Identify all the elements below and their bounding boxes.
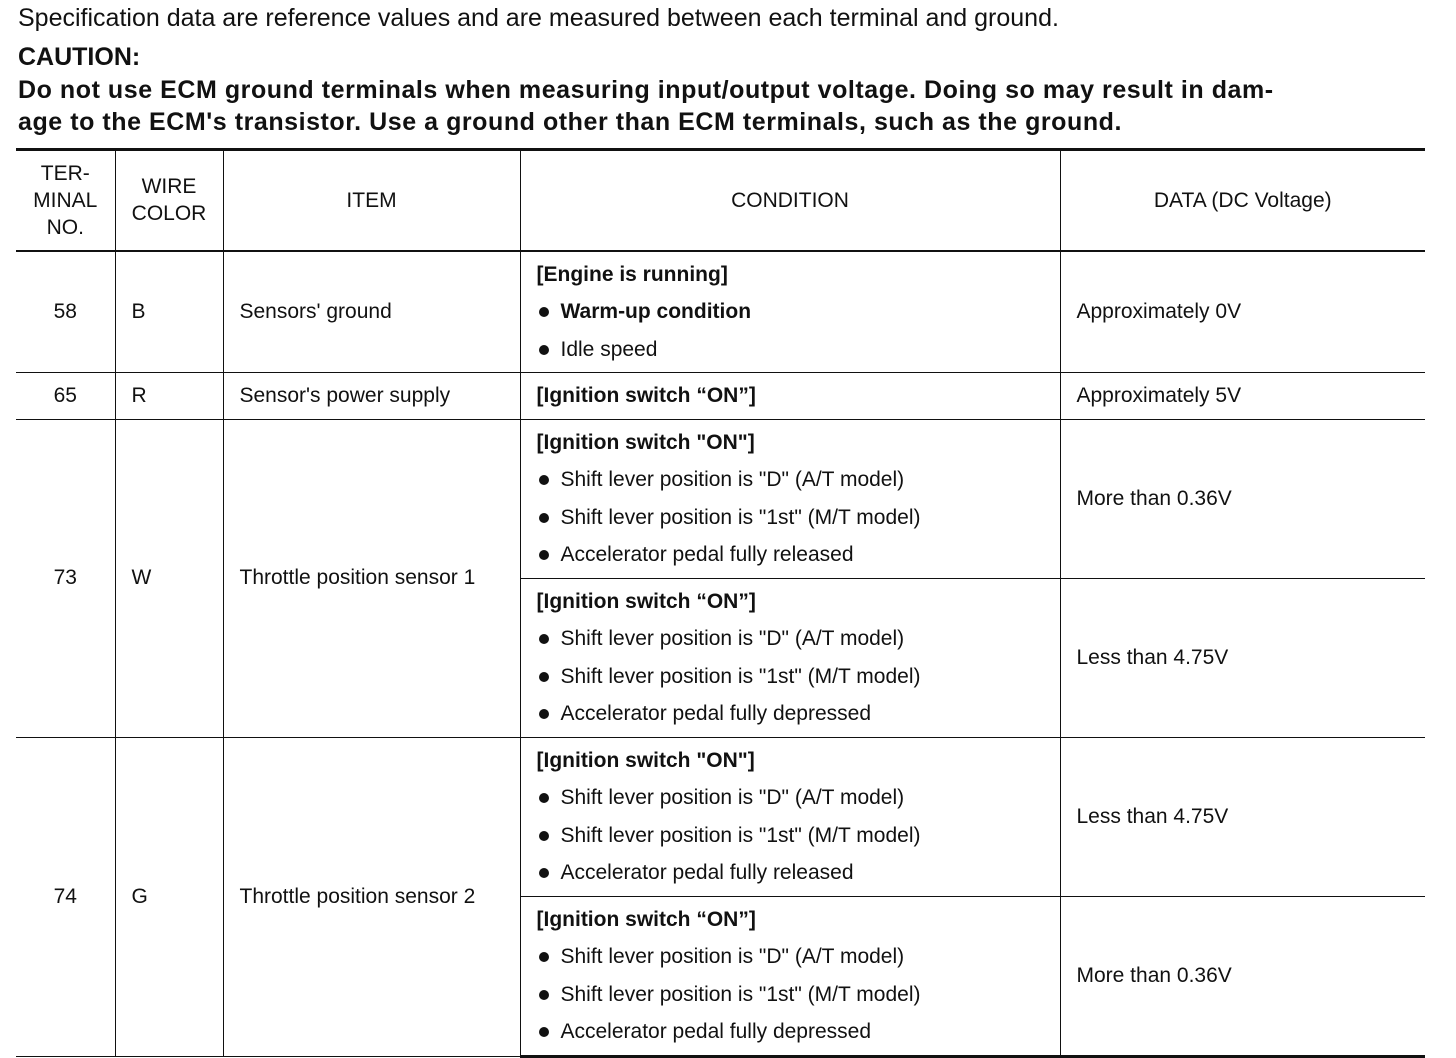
- header-item: ITEM: [223, 150, 520, 251]
- data-voltage-cell: Approximately 5V: [1060, 373, 1425, 420]
- item-cell: Throttle position sensor 1: [223, 419, 520, 737]
- condition-header: [Ignition switch “ON”]: [536, 907, 756, 931]
- spec-table: [16, 148, 1425, 1058]
- header-terminal-no: TER- MINAL NO.: [16, 150, 115, 251]
- condition-bullet-item: Shift lever position is "1st" (M/T model): [537, 499, 1050, 537]
- terminal-number-cell: 73: [16, 419, 115, 737]
- intro-text: Specification data are reference values and are measured between each terminal and ground.: [18, 4, 1059, 32]
- header-data: DATA (DC Voltage): [1060, 150, 1425, 251]
- data-voltage-cell: More than 0.36V: [1060, 419, 1425, 578]
- condition-cell: [520, 419, 1060, 578]
- condition-bullet-item: Shift lever position is "D" (A/T model): [537, 779, 1050, 817]
- caution-title: CAUTION:: [18, 43, 141, 71]
- caution-line-2: age to the ECM's transistor. Use a ground other than ECM terminals, such as the ground.: [18, 108, 1122, 136]
- terminal-number-cell: 65: [16, 373, 115, 420]
- condition-cell: [520, 896, 1060, 1056]
- terminal-number-cell: 74: [16, 737, 115, 1056]
- item-cell: Sensor's power supply: [223, 373, 520, 420]
- wire-color-cell: G: [115, 737, 223, 1056]
- wire-color-cell: B: [115, 251, 223, 373]
- table-header-row: [16, 150, 1425, 251]
- condition-bullet-item: Idle speed: [537, 331, 1050, 369]
- table-row: [16, 373, 1425, 420]
- condition-bullet-item: Shift lever position is "1st" (M/T model): [537, 658, 1050, 696]
- condition-header: [Ignition switch "ON"]: [536, 748, 755, 772]
- wire-color-cell: R: [115, 373, 223, 420]
- header-condition: CONDITION: [520, 150, 1060, 251]
- condition-cell: [520, 373, 1060, 420]
- data-voltage-cell: Approximately 0V: [1060, 251, 1425, 373]
- table-row: [16, 419, 1425, 578]
- wire-color-cell: W: [115, 419, 223, 737]
- condition-bullet-item: Shift lever position is "1st" (M/T model): [537, 817, 1050, 855]
- item-cell: Sensors' ground: [223, 251, 520, 373]
- condition-bullet-item: Shift lever position is "D" (A/T model): [537, 938, 1050, 976]
- condition-bullet-item: Accelerator pedal fully depressed: [537, 1013, 1050, 1051]
- condition-cell: [520, 737, 1060, 896]
- condition-cell: [520, 578, 1060, 737]
- caution-line-1: Do not use ECM ground terminals when measuring input/output voltage. Doing so may result in dam-: [18, 76, 1274, 104]
- item-cell: Throttle position sensor 2: [223, 737, 520, 1056]
- caution-body: [18, 74, 1428, 138]
- condition-bullet-item: Accelerator pedal fully released: [537, 854, 1050, 892]
- condition-bullet-item: Shift lever position is "1st" (M/T model): [537, 976, 1050, 1014]
- condition-header: [Ignition switch “ON”]: [536, 384, 756, 407]
- table-row: [16, 251, 1425, 373]
- condition-cell: [520, 251, 1060, 373]
- data-voltage-cell: Less than 4.75V: [1060, 737, 1425, 896]
- condition-header: [Engine is running]: [536, 262, 728, 286]
- data-voltage-cell: More than 0.36V: [1060, 896, 1425, 1056]
- condition-bullet-item: Accelerator pedal fully depressed: [537, 695, 1050, 733]
- header-wire-color: WIRE COLOR: [115, 150, 223, 251]
- condition-bullet-item: Accelerator pedal fully released: [537, 536, 1050, 574]
- condition-bullet-item: Shift lever position is "D" (A/T model): [537, 461, 1050, 499]
- table-row: [16, 737, 1425, 896]
- condition-bullet-item: Shift lever position is "D" (A/T model): [537, 620, 1050, 658]
- terminal-number-cell: 58: [16, 251, 115, 373]
- condition-bullet-item: Warm-up condition: [537, 293, 1050, 331]
- data-voltage-cell: Less than 4.75V: [1060, 578, 1425, 737]
- condition-header: [Ignition switch "ON"]: [536, 430, 755, 454]
- condition-header: [Ignition switch “ON”]: [536, 589, 756, 613]
